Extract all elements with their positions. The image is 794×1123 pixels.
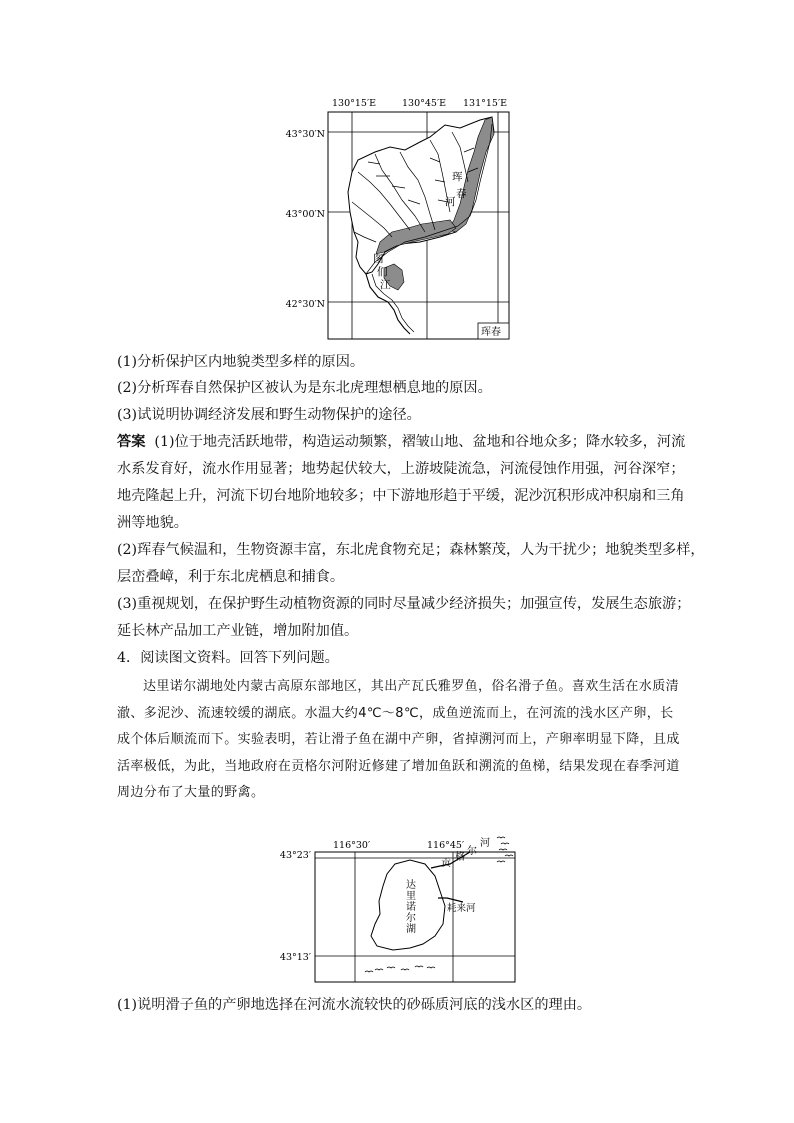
river-label-tumen-1: 图	[373, 253, 384, 265]
bird-icon	[401, 969, 409, 970]
answer-line-2: 水系发育好，流水作用显著；地势起伏较大，上游坡陡流急，河流侵蚀作用强，河谷深窄；	[117, 461, 685, 477]
question-3: (3)试说明协调经济发展和野生动物保护的途径。	[117, 407, 421, 423]
lat-label-1: 43°30′N	[285, 129, 325, 140]
bird-icon	[415, 966, 423, 967]
bird-icon	[365, 971, 373, 972]
lake-label-2: 里	[406, 891, 416, 902]
dali-lake-map	[275, 836, 525, 986]
lon-label-a: 116°30′	[333, 840, 371, 851]
lat-label-3: 42°30′N	[285, 299, 325, 310]
answer-line-6: 层峦叠嶂，利于东北虎栖息和捕食。	[117, 569, 345, 585]
question-1: (1)分析保护区内地貌类型多样的原因。	[117, 354, 365, 370]
question-4-paragraph: 达里诺尔湖地处内蒙古高原东部地区，其出产瓦氏雅罗鱼，俗名滑子鱼。喜欢生活在水质清澈、多泥沙、流速较缓的湖底。水温大约4℃～8℃，成鱼逆流而上，在河流的浅水区产卵，长成个体后顺流而下。实验表明，若让滑子鱼在湖中产卵，省掉溯河而上，产卵率明显下降，且成活率极低，为此，当地政府在贡格尔河附近修建了增加鱼跃和溯流的鱼梯，结果发现在春季河道周边分布了大量的野禽。	[117, 679, 680, 800]
river1-label-4: 河	[480, 838, 490, 849]
lake-label-5: 湖	[406, 924, 416, 935]
answer-line-1	[117, 432, 697, 452]
corner-label: 珲春	[481, 327, 501, 338]
lon-label-b: 116°45′	[427, 840, 465, 851]
river-label-tumen-2: 们	[377, 266, 388, 278]
question-2: (2)分析珲春自然保护区被认为是东北虎理想栖息地的原因。	[117, 380, 492, 396]
bird-icon	[505, 855, 513, 856]
answer-text-1: (1)位于地壳活跃地带，构造运动频繁，褶皱山地、盆地和谷地众多；降水较多，河流	[154, 434, 686, 450]
bird-icon	[497, 861, 505, 862]
hunchun-map	[280, 92, 520, 342]
lon-label-3: 131°15′E	[463, 98, 508, 109]
bird-icon	[387, 967, 395, 968]
answer-line-5: (2)珲春气候温和，生物资源丰富，东北虎食物充足；森林繁茂，人为干扰少；地貌类型多样，	[117, 542, 705, 558]
river2-label: 耗来河	[447, 903, 476, 914]
lake-label-4: 尔	[406, 913, 416, 924]
answer-line-4: 洲等地貌。	[117, 515, 188, 531]
answer-line-3: 地壳隆起上升，河流下切台地阶地较多；中下游地形趋于平缓，泥沙沉积形成冲积扇和三角	[117, 488, 685, 504]
lake-label-1: 达	[406, 880, 416, 891]
question-4-1: (1)说明滑子鱼的产卵地选择在河流水流较快的砂砾质河底的浅水区的理由。	[117, 997, 592, 1013]
lat-label-a: 43°23′	[279, 850, 311, 861]
river-label-tumen-3: 江	[380, 279, 391, 291]
bird-icon	[427, 967, 435, 968]
lat-label-2: 43°00′N	[285, 209, 325, 220]
bird-icon	[501, 843, 509, 844]
river-label-hunchun-3: 河	[445, 196, 456, 208]
bird-icon	[499, 849, 507, 850]
lat-label-b: 43°13′	[279, 952, 311, 963]
river-label-hunchun-1: 珲	[452, 171, 463, 183]
river1-label-3: 尔	[467, 846, 477, 857]
river1-label-2: 格	[455, 852, 465, 863]
lake-label-3: 诺	[406, 902, 416, 913]
answer-line-8: 延长林产品加工产业链，增加附加值。	[117, 623, 359, 639]
river-label-hunchun-2: 春	[456, 188, 467, 200]
answer-label: 答案	[117, 434, 146, 450]
bird-icon	[497, 837, 505, 838]
answer-line-7: (3)重视规划，在保护野生动植物资源的同时尽量减少经济损失；加强宣传，发展生态旅游；	[117, 596, 691, 612]
lon-label-1: 130°15′E	[332, 98, 377, 109]
bird-icon	[375, 969, 383, 970]
question-4-heading: 4．阅读图文资料。回答下列问题。	[117, 650, 339, 666]
lon-label-2: 130°45′E	[402, 98, 447, 109]
river1-label-1: 贡	[441, 858, 451, 869]
